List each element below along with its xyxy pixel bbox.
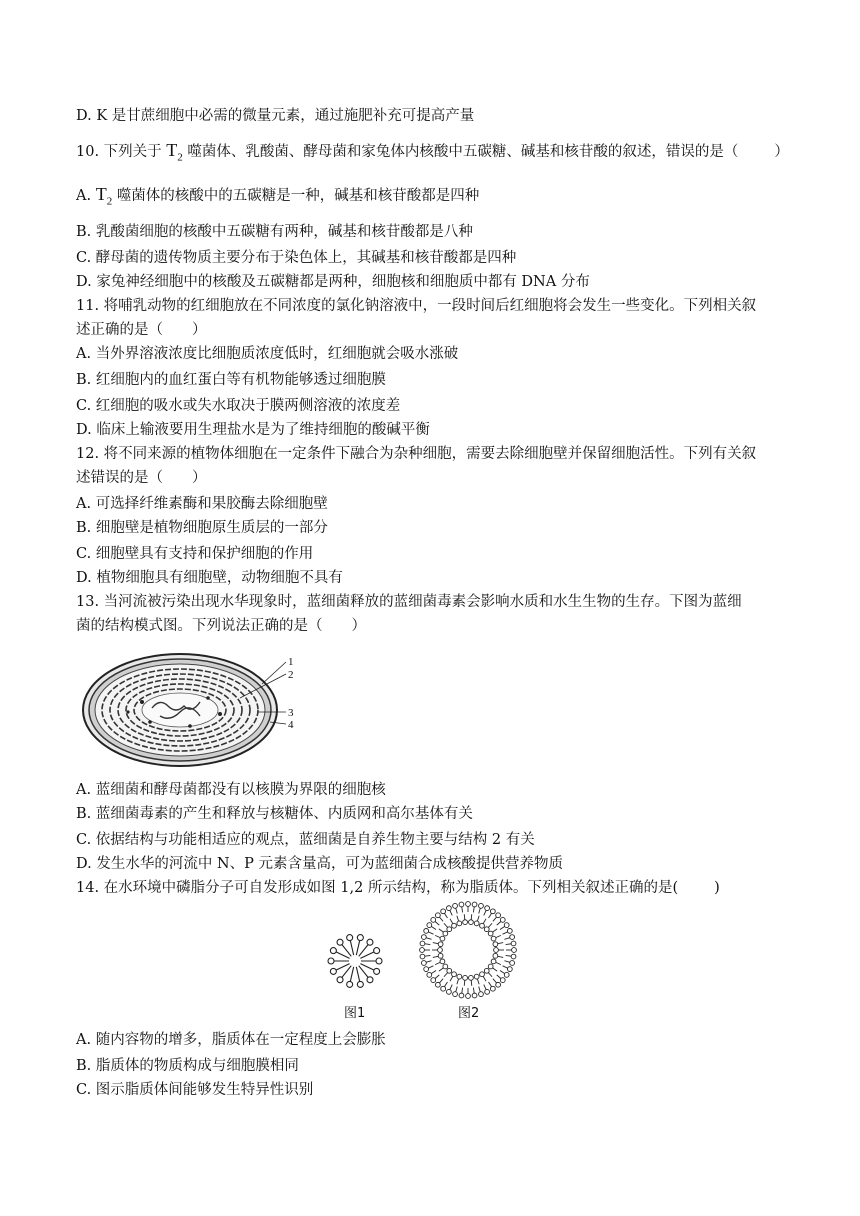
phospholipid-head (504, 923, 509, 928)
phospholipid-head (490, 986, 495, 991)
phospholipid-head (452, 972, 457, 977)
phospholipid-head (443, 931, 448, 936)
phospholipid-head (438, 953, 443, 958)
phospholipid-head (484, 968, 489, 973)
q12-option-a: A. 可选择纤维素酶和果胶酶去除细胞壁 (76, 496, 328, 512)
phospholipid-head (493, 942, 498, 947)
q14-option-b: B. 脂质体的物质构成与细胞膜相同 (76, 1058, 299, 1074)
phospholipid-head (480, 972, 485, 977)
phospholipid-head (488, 964, 493, 969)
phospholipid-head (435, 982, 440, 987)
phospholipid-head (447, 927, 452, 932)
phospholipid-head (493, 953, 498, 958)
phospholipid-head (507, 928, 512, 933)
q14-stem: 14. 在水环境中磷脂分子可自发形成如图 1,2 所示结构，称为脂质体。下列相关叙述正确的是( ) (76, 880, 720, 896)
phospholipid-head (420, 948, 425, 953)
phospholipid-head (504, 972, 509, 977)
q11-stem-line1: 11. 将哺乳动物的红细胞放在不同浓度的氯化钠溶液中，一段时间后红细胞将会发生一些变化。下列相关叙 (76, 298, 757, 314)
phospholipid-head (441, 909, 446, 914)
phospholipid-head (511, 954, 516, 959)
phospholipid-head (453, 992, 458, 997)
phospholipid-head (424, 928, 429, 933)
phospholipid-head (427, 972, 432, 977)
phospholipid-head (500, 917, 505, 922)
phospholipid-head (420, 954, 425, 959)
phospholipid-head (474, 974, 479, 979)
q9-option-d: D. K 是甘蔗细胞中必需的微量元素，通过施肥补充可提高产量 (76, 108, 475, 124)
figure-label-3: 3 (288, 707, 294, 719)
q10-stem-rest: 噬菌体、乳酸菌、酵母菌和家兔体内核酸中五碳糖、碱基和核苷酸的叙述，错误的是（ (187, 144, 739, 160)
phospholipid-head (507, 967, 512, 972)
q10-stem-end: ） (774, 144, 789, 160)
q11-option-b: B. 红细胞内的血红蛋白等有机物能够透过细胞膜 (76, 372, 386, 388)
fig1-caption: 图1 (344, 1006, 366, 1021)
phospholipid-head (488, 931, 493, 936)
liposome-figure-2 (418, 900, 518, 1000)
q10-a-t2-symbol: $T_2$ (95, 184, 113, 208)
phospholipid-head (512, 948, 517, 953)
q13-option-d: D. 发生水华的河流中 N、P 元素含量高，可为蓝细菌合成核酸提供营养物质 (76, 856, 563, 872)
phospholipid-head (457, 974, 462, 979)
q12-stem-line2: 述错误的是（ ） (76, 470, 207, 486)
phospholipid-head (472, 993, 477, 998)
phospholipid-head (469, 975, 474, 980)
q12-option-c: C. 细胞壁具有支持和保护细胞的作用 (76, 546, 314, 562)
q11-option-a: A. 当外界溶液浓度比细胞质浓度低时，红细胞就会吸水涨破 (76, 346, 459, 362)
phospholipid-head (453, 903, 458, 908)
phospholipid-head (431, 917, 436, 922)
cyanobacteria-diagram (80, 650, 300, 770)
phospholipid-head (474, 921, 479, 926)
phospholipid-head (466, 994, 471, 999)
phospholipid-head (330, 948, 336, 954)
phospholipid-head (500, 978, 505, 983)
phospholipid-head (511, 941, 516, 946)
phospholipid-head (367, 977, 373, 983)
q12-option-d: D. 植物细胞具有细胞壁，动物细胞不具有 (76, 570, 343, 586)
phospholipid-head (510, 935, 515, 940)
q10-stem (76, 140, 789, 168)
phospholipid-head (472, 902, 477, 907)
phospholipid-head (435, 913, 440, 918)
micelle-figure-1 (324, 930, 386, 992)
phospholipid-head (491, 959, 496, 964)
phospholipid-head (466, 902, 471, 907)
phospholipid-head (496, 982, 501, 987)
phospholipid-head (337, 939, 343, 945)
phospholipid-head (431, 978, 436, 983)
q13-stem-line2: 菌的结构模式图。下列说法正确的是（ ） (76, 618, 366, 634)
phospholipid-head (452, 923, 457, 928)
phospholipid-head (484, 927, 489, 932)
q13-option-a: A. 蓝细菌和酵母菌都没有以核膜为界限的细胞核 (76, 782, 386, 798)
phospholipid-head (438, 948, 443, 953)
phospholipid-head (479, 992, 484, 997)
phospholipid-head (485, 989, 490, 994)
phospholipid-head (347, 935, 353, 941)
phospholipid-head (490, 909, 495, 914)
figure-label-4: 4 (288, 719, 294, 731)
phospholipid-head (480, 923, 485, 928)
q10-option-a: A. $T_2$ 噬菌体的核酸中的五碳糖是一种，碱基和核苷酸都是四种 (76, 184, 480, 208)
phospholipid-head (438, 942, 443, 947)
phospholipid-head (374, 968, 380, 974)
phospholipid-head (491, 936, 496, 941)
phospholipid-head (479, 903, 484, 908)
figure-label-1: 1 (288, 656, 294, 668)
q10-option-d: D. 家兔神经细胞中的核酸及五碳糖都是两种，细胞核和细胞质中都有 DNA 分布 (76, 274, 590, 290)
phospholipid-head (424, 967, 429, 972)
phospholipid-head (485, 906, 490, 911)
phospholipid-head (459, 993, 464, 998)
phospholipid-head (427, 923, 432, 928)
phospholipid-head (367, 939, 373, 945)
phospholipid-head (463, 975, 468, 980)
q14-option-a: A. 随内容物的增多，脂质体在一定程度上会膨胀 (76, 1032, 386, 1048)
phospholipid-head (510, 961, 515, 966)
phospholipid-head (357, 935, 363, 941)
phospholipid-head (443, 964, 448, 969)
q12-option-b: B. 细胞壁是植物细胞原生质层的一部分 (76, 520, 328, 536)
phospholipid-head (374, 948, 380, 954)
q11-option-d: D. 临床上输液要用生理盐水是为了维持细胞的酸碱平衡 (76, 422, 430, 438)
phospholipid-head (420, 941, 425, 946)
phospholipid-head (421, 961, 426, 966)
q12-stem-line1: 12. 将不同来源的植物体细胞在一定条件下融合为杂种细胞，需要去除细胞壁并保留细胞活性。下列有关叙 (76, 446, 757, 462)
phospholipid-head (357, 981, 363, 987)
phospholipid-head (457, 921, 462, 926)
phospholipid-head (446, 906, 451, 911)
phospholipid-head (328, 958, 334, 964)
q11-stem-line2: 述正确的是（ ） (76, 322, 207, 338)
q13-option-c: C. 依据结构与功能相适应的观点，蓝细菌是自养生物主要与结构 2 有关 (76, 832, 535, 848)
phospholipid-head (496, 913, 501, 918)
q10-option-c: C. 酵母菌的遗传物质主要分布于染色体上，其碱基和核苷酸都是四种 (76, 250, 517, 266)
q13-option-b: B. 蓝细菌毒素的产生和释放与核糖体、内质网和高尔基体有关 (76, 806, 473, 822)
phospholipid-head (469, 920, 474, 925)
phospholipid-head (463, 920, 468, 925)
q10-stem-num: 10. 下列关于 (76, 144, 162, 160)
phospholipid-head (337, 977, 343, 983)
phospholipid-head (447, 968, 452, 973)
phospholipid-head (446, 989, 451, 994)
phospholipid-head (440, 959, 445, 964)
phospholipid-head (459, 902, 464, 907)
q14-option-c: C. 图示脂质体间能够发生特异性识别 (76, 1082, 314, 1098)
phospholipid-head (330, 968, 336, 974)
figure-label-2: 2 (288, 669, 294, 681)
phospholipid-head (440, 936, 445, 941)
q13-stem-line1: 13. 当河流被污染出现水华现象时，蓝细菌释放的蓝细菌毒素会影响水质和水生生物的生存。下图为蓝细 (76, 594, 742, 610)
fig2-caption: 图2 (458, 1006, 480, 1021)
q11-option-c: C. 红细胞的吸水或失水取决于膜两侧溶液的浓度差 (76, 398, 401, 414)
phospholipid-head (441, 986, 446, 991)
q10-t2-symbol: $T_2$ (166, 140, 183, 164)
phospholipid-head (376, 958, 382, 964)
phospholipid-head (494, 948, 499, 953)
q10-option-b: B. 乳酸菌细胞的核酸中五碳糖有两种，碱基和核苷酸都是八种 (76, 224, 473, 240)
phospholipid-head (421, 935, 426, 940)
phospholipid-head (347, 981, 353, 987)
